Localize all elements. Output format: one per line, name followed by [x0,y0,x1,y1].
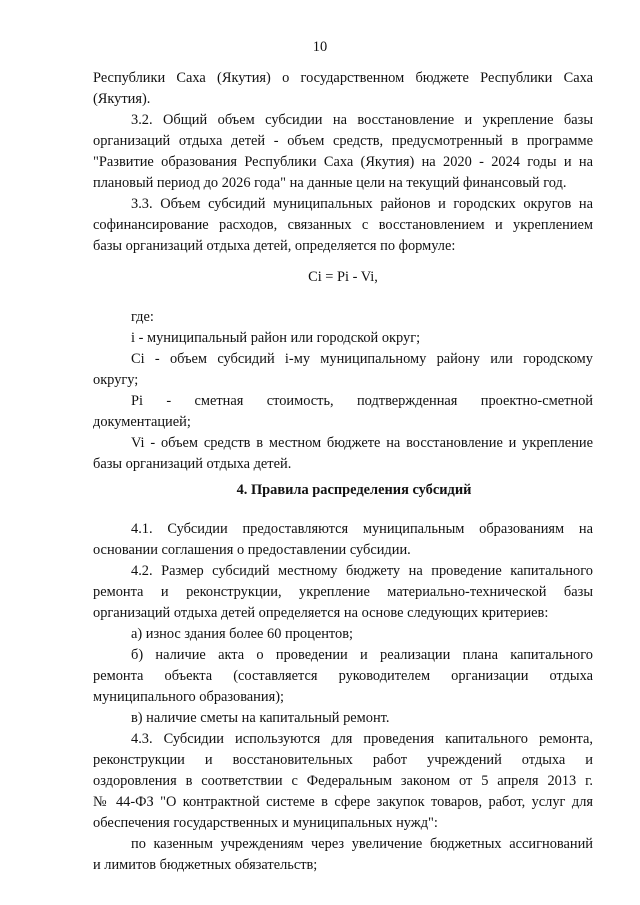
p4-1-line-1: 4.1. Субсидии предоставляются муниципальным образованиям на [131,521,593,537]
p3-3-line-3: базы организаций отдыха детей, определяется по формуле: [93,238,456,254]
section-4-title: 4. Правила распределения субсидий [236,482,472,498]
p3-3-line-2: софинансирование расходов, связанных с восстановлением и укреплением [93,217,593,233]
p4-1-line-2: основании соглашения о предоставлении субсидии. [93,542,411,558]
def-i: i - муниципальный район или городской округ; [131,330,421,346]
def-vi-line-1: Vi - объем средств в местном бюджете на восстановление и укрепление [131,435,593,451]
def-pi-line-2: документацией; [93,414,191,430]
p4-3-cont-line-2: и лимитов бюджетных обязательств; [93,857,318,873]
page-number: 10 [312,39,328,55]
criterion-b-line-2: ремонта объекта (составляется руководителем организации отдыха [93,668,593,684]
p4-3-line-2: реконструкции и восстановительных работ учреждений отдыха и [93,752,593,768]
def-pi-line-1: Pi - сметная стоимость, подтвержденная проектно-сметной [131,393,593,409]
p3-2-line-1: 3.2. Общий объем субсидии на восстановление и укрепление базы [131,112,593,128]
p4-3-line-3: оздоровления в соответствии с Федеральным законом от 5 апреля 2013 г. [93,773,593,789]
p4-3-line-4: № 44-ФЗ "О контрактной системе в сфере закупок товаров, работ, услуг для [93,794,593,810]
def-ci-line-1: Ci - объем субсидий i-му муниципальному району или городскому [131,351,593,367]
def-ci-line-2: округу; [93,372,139,388]
where-label: где: [131,309,154,325]
intro-line-2: (Якутия). [93,91,151,107]
p4-3-line-5: обеспечения государственных и муниципальных нужд": [93,815,438,831]
criterion-b-line-3: муниципального образования); [93,689,284,705]
p4-2-line-2: ремонта и реконструкции, укрепление материально-технической базы [93,584,593,600]
p4-2-line-1: 4.2. Размер субсидий местному бюджету на проведение капитального [131,563,593,579]
criterion-b-line-1: б) наличие акта о проведении и реализации плана капитального [131,647,593,663]
p3-2-line-2: организаций отдыха детей - объем средств, предусмотренный в программе [93,133,593,149]
p3-3-line-1: 3.3. Объем субсидий муниципальных районов и городских округов на [131,196,593,212]
p4-3-cont-line-1: по казенным учреждениям через увеличение бюджетных ассигнований [131,836,593,852]
p3-2-line-4: плановый период до 2026 года" на данные цели на текущий финансовый год. [93,175,567,191]
p3-2-line-3: "Развитие образования Республики Саха (Якутия) на 2020 - 2024 годы и на [93,154,593,170]
intro-line-1: Республики Саха (Якутия) о государственном бюджете Республики Саха [93,70,593,86]
def-vi-line-2: базы организаций отдыха детей. [93,456,292,472]
formula: Ci = Pi - Vi, [308,269,378,285]
criterion-a: а) износ здания более 60 процентов; [131,626,353,642]
criterion-c: в) наличие сметы на капитальный ремонт. [131,710,390,726]
p4-3-line-1: 4.3. Субсидии используются для проведения капитального ремонта, [131,731,593,747]
p4-2-line-3: организаций отдыха детей определяется на основе следующих критериев: [93,605,549,621]
